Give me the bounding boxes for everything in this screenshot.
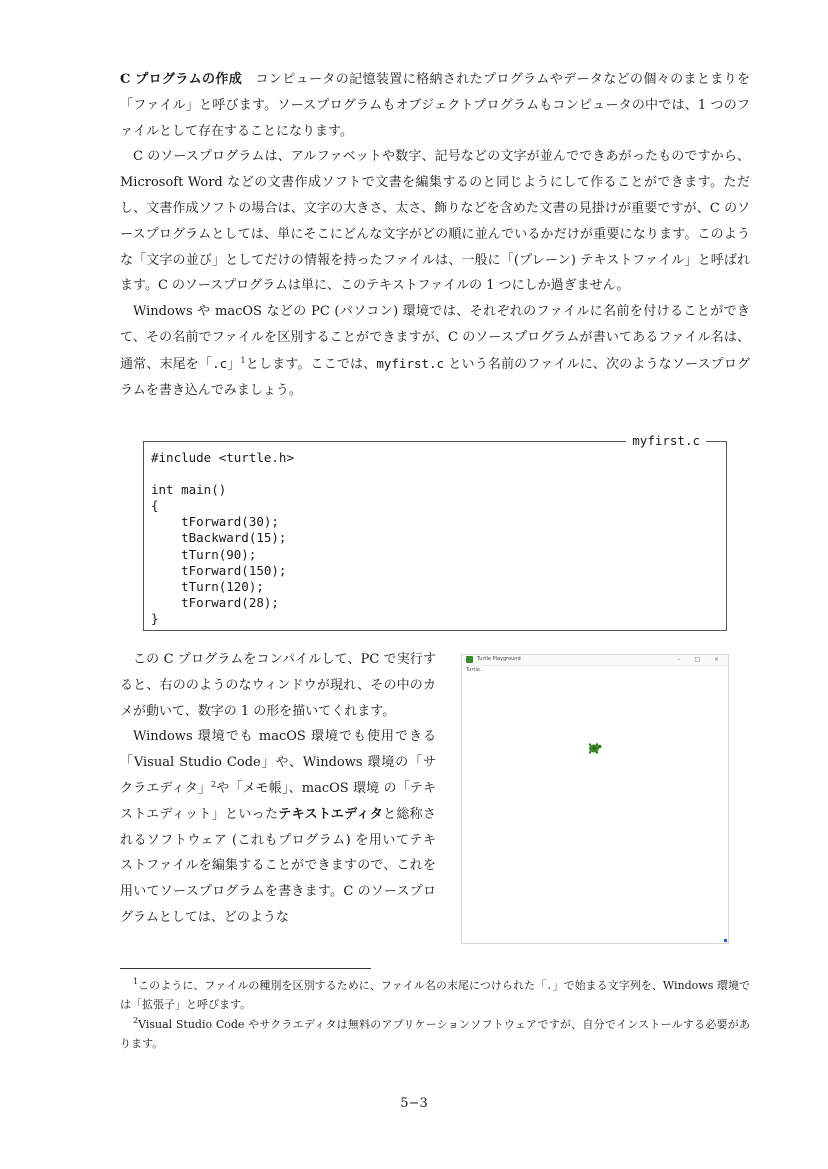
window-controls: – □ × <box>677 656 725 663</box>
window-title: Turtle Playground <box>477 656 521 662</box>
intro-section <box>120 67 750 403</box>
code-line <box>151 466 294 482</box>
footnote-rule <box>120 968 371 969</box>
footnote-ref-2: 2 <box>211 779 217 789</box>
code-line: #include <turtle.h> <box>151 450 294 465</box>
body-paragraph-1: この C プログラムをコンパイルして、PC で実行すると、右ののようのなウィンドウが現れ、その中のカメが動いて、数字の 1 の形を描いてくれます。 <box>120 652 436 719</box>
footnote-1: $^1$このように、ファイルの種別を区別するために、ファイル名の末尾につけられた「.」で始まる文字列を、Windows 環境では「拡張子」と呼びます。 <box>120 977 750 1011</box>
window-status-text: Turtle.. <box>466 667 484 673</box>
intro-paragraph-1: C プログラムの作成 コンピュータの記憶装置に格納されたプログラムやデータなどの個々のまとまりを「ファイル」と呼びます。ソースプログラムもオブジェクトプログラムもコンピュータの中では、1 つのファイルとして存在することになります。 <box>120 72 751 139</box>
code-line: int main() <box>151 482 227 498</box>
turtle-icon <box>586 741 602 755</box>
footnote-mark-1: 1 <box>133 977 139 986</box>
footnote-ref-1: 1 <box>240 355 246 365</box>
footnote-mark-2: 2 <box>133 1016 139 1025</box>
code-line: tTurn(120); <box>151 578 264 594</box>
code-line: tTurn(90); <box>151 546 257 562</box>
code-listing-title: myfirst.c <box>626 433 706 449</box>
page-number: 5−3 <box>400 1096 428 1111</box>
intro-paragraph-2: C のソースプログラムは、アルファベットや数字、記号などの文字が並んでできあがったものですから、Microsoft Word などの文書作成ソフトで文書を編集するのと同じようにして作ることができます。ただし、文書作成ソフトの場合は、文字の大きさ、太さ、飾りなどを含めた文書の見掛けが重要ですが、C のソースプログラムとしては、単にそこにどんな文字がどの順に並んでいるかだけが重要になります。このような「文字の並び」としてだけの情報を持ったファイルは、一般に「(プレーン) テキストファイル」と呼ばれます。C のソースプログラムは単に、このテキストファイルの 1 つにしか過ぎません。 <box>120 149 750 294</box>
window-titlebar <box>462 655 728 666</box>
code-line: tForward(30); <box>151 514 279 530</box>
code-lines <box>151 450 294 627</box>
code-line: tForward(150); <box>151 562 287 578</box>
body-column <box>120 647 436 931</box>
turtle-window-screenshot <box>461 654 729 944</box>
intro-paragraph-3: Windows や macOS などの PC (パソコン) 環境では、それぞれのファイルに名前を付けることができて、その名前でファイルを区別することができますが、C のソースプログラムが書いてあるファイル名は、通常、末尾を「.c」$^1$とします。ここでは、myfirst.c という名前のファイルに、次のようなソースプログラムを書き込んでみましょう。 <box>120 304 750 398</box>
footnotes <box>120 977 750 1055</box>
bold-term: テキストエディタ <box>278 806 384 822</box>
code-line: { <box>151 498 159 514</box>
app-icon <box>466 656 473 663</box>
code-listing <box>143 433 727 631</box>
code-line: tBackward(15); <box>151 530 287 546</box>
code-line: tForward(28); <box>151 594 279 610</box>
resize-grip-icon <box>724 939 727 942</box>
body-paragraph-2: Windows 環境でも macOS 環境でも使用できる「Visual Studio Code」や、Windows 環境の「サクラエディタ」$^2$や「メモ帳」、macOS 環境 の「テキストエディット」といったテキストエディタと総称されるソフトウェア (これもプログラム) を用いてテキストファイルを編集することができますので、これを用いてソースプログラムを書きます。C のソースプログラムとしては、どのような <box>120 729 436 925</box>
footnote-2: $^2$Visual Studio Code やサクラエディタは無料のアプリケーションソフトウェアですが、自分でインストールする必要があります。 <box>120 1016 750 1050</box>
code-line: } <box>151 610 159 626</box>
extension-text: .c <box>212 355 228 371</box>
filename-text: myfirst.c <box>376 355 445 371</box>
section-heading: C プログラムの作成 <box>120 72 243 87</box>
